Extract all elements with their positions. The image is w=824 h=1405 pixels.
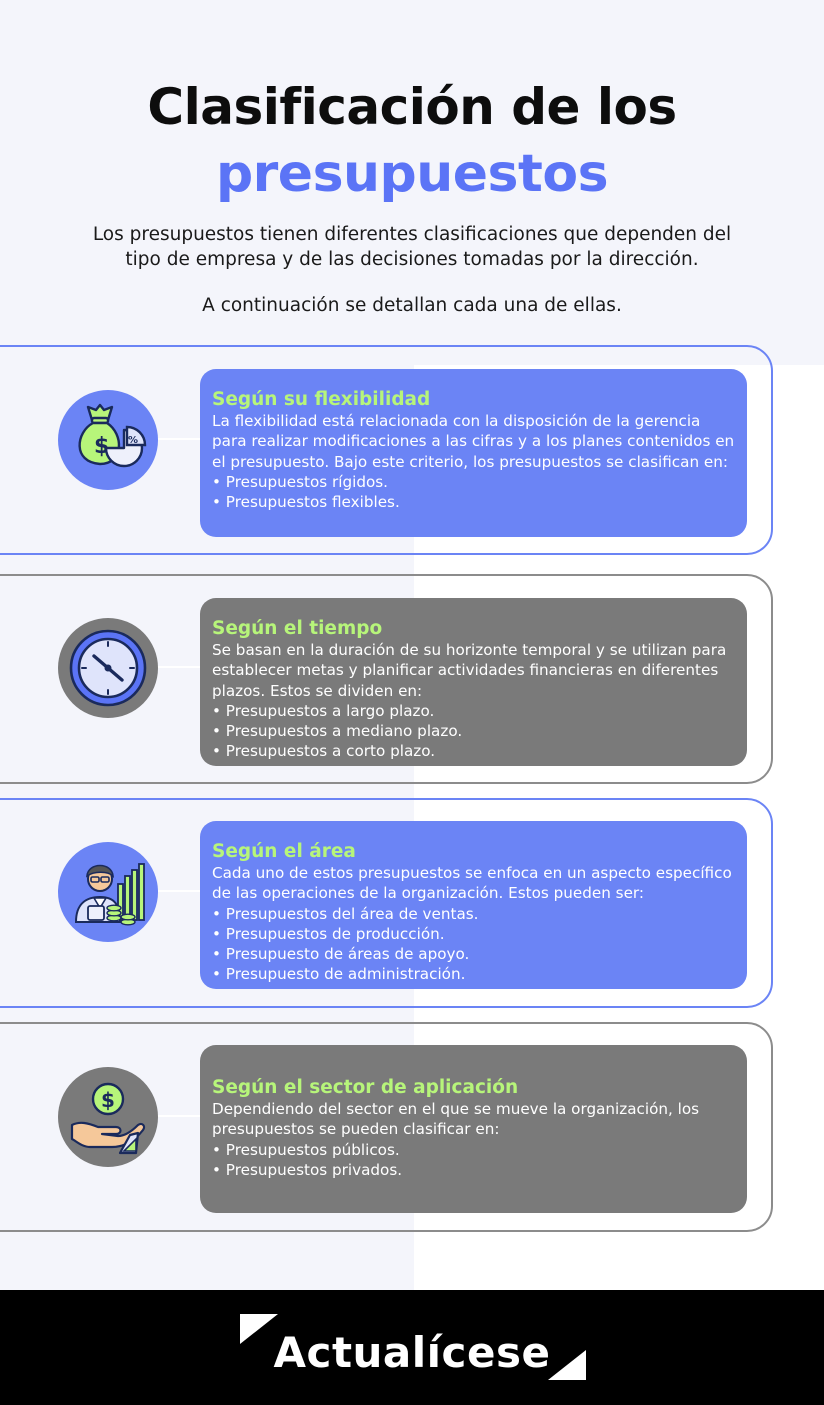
svg-text:$: $ xyxy=(94,434,110,459)
card-list xyxy=(212,472,735,513)
card-heading: Según el sector de aplicación xyxy=(212,1077,519,1098)
svg-text:$: $ xyxy=(101,1088,115,1112)
list-item: • Presupuestos a corto plazo. xyxy=(212,741,735,761)
clock-icon xyxy=(58,618,158,718)
page-title-highlight: presupuestos xyxy=(215,144,609,204)
card-heading: Según el tiempo xyxy=(212,618,383,639)
list-item: • Presupuestos del área de ventas. xyxy=(212,904,735,924)
section-connector xyxy=(158,1115,200,1117)
card-sector xyxy=(200,1045,747,1213)
list-item: • Presupuestos flexibles. xyxy=(212,492,735,512)
svg-text:%: % xyxy=(128,435,139,446)
section-connector xyxy=(158,438,200,440)
section-connector xyxy=(158,890,200,892)
card-heading: Según el área xyxy=(212,841,356,862)
money-bag-pie-chart-icon xyxy=(58,390,158,490)
logo-triangle-bottom-icon xyxy=(548,1350,586,1380)
card-time xyxy=(200,598,747,766)
intro-text: Los presupuestos tienen diferentes clasificaciones que dependen del tipo de empresa y de las decisiones tomadas por la dirección. xyxy=(92,224,732,270)
card-text: Se basan en la duración de su horizonte temporal y se utilizan para establecer metas y planificar actividades financieras en diferentes plazos. Estos se dividen en: xyxy=(212,641,727,700)
card-text: Cada uno de estos presupuestos se enfoca en un aspecto específico de las operaciones de la organización. Estos pueden ser: xyxy=(212,864,732,903)
list-item: • Presupuestos rígidos. xyxy=(212,472,735,492)
card-text: Dependiendo del sector en el que se mueve la organización, los presupuestos se pueden clasificar en: xyxy=(212,1100,700,1139)
hand-coin-icon xyxy=(58,1067,158,1167)
list-item: • Presupuestos a largo plazo. xyxy=(212,701,735,721)
list-item: • Presupuestos públicos. xyxy=(212,1140,735,1160)
accountant-chart-icon xyxy=(58,842,158,942)
brand-logo[interactable]: Actualícese xyxy=(273,1328,551,1377)
card-flexibility xyxy=(200,369,747,537)
list-item: • Presupuestos a mediano plazo. xyxy=(212,721,735,741)
intro-followup: A continuación se detallan cada una de ellas. xyxy=(202,295,622,316)
list-item: • Presupuestos privados. xyxy=(212,1160,735,1180)
list-item: • Presupuesto de áreas de apoyo. xyxy=(212,944,735,964)
list-item: • Presupuestos de producción. xyxy=(212,924,735,944)
page-title: Clasificación de los xyxy=(147,78,677,136)
card-list xyxy=(212,701,735,762)
list-item: • Presupuesto de administración. xyxy=(212,964,735,984)
card-list xyxy=(212,1140,735,1181)
card-area xyxy=(200,821,747,989)
card-list xyxy=(212,904,735,985)
card-heading: Según su flexibilidad xyxy=(212,389,431,410)
card-text: La flexibilidad está relacionada con la disposición de la gerencia para realizar modificaciones a las cifras y a los planes contenidos en el presupuesto. Bajo este criterio, los presupuestos se clasifican en: xyxy=(212,412,735,471)
section-connector xyxy=(158,666,200,668)
